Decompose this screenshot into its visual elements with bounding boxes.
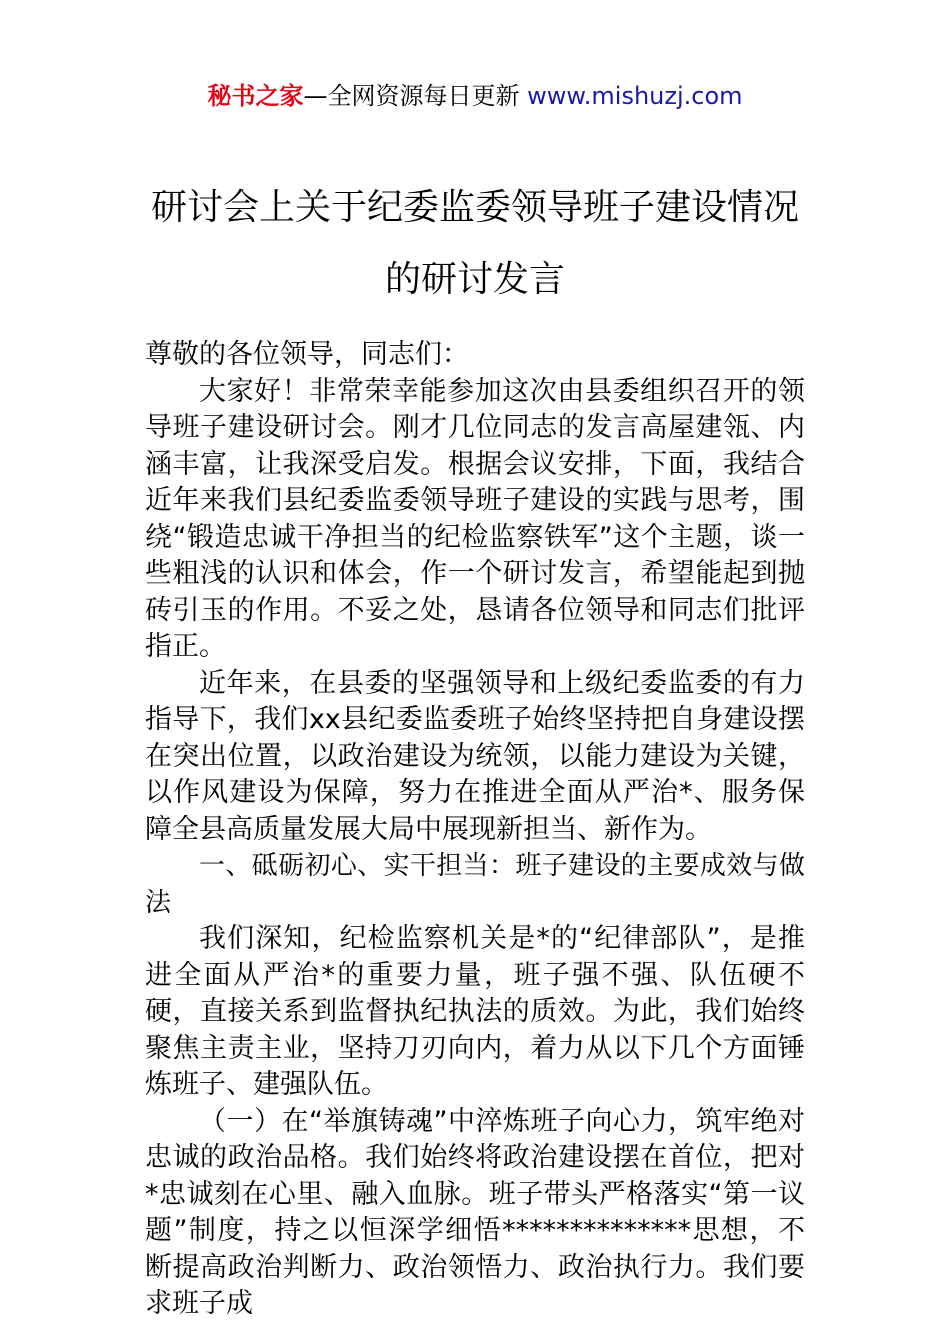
title-line-1: 研讨会上关于纪委监委领导班子建设情况 [150, 187, 799, 228]
paragraph-1: 大家好！非常荣幸能参加这次由县委组织召开的领导班子建设研讨会。刚才几位同志的发言高屋建瓴、内涵丰富，让我深受启发。根据会议安排，下面，我结合近年来我们县纪委监委领导班子建设的实践与思考，围绕“锻造忠诚干净担当的纪检监察铁军”这个主题，谈一些粗浅的认识和体会，作一个研讨发言，希望能起到抛砖引玉的作用。不妥之处，恳请各位领导和同志们批评指正。 [145, 375, 805, 662]
title-line-2: 的研讨发言 [384, 259, 565, 300]
salutation: 尊敬的各位领导，同志们： [145, 339, 469, 370]
paragraph-4: （一）在“举旗铸魂”中淬炼班子向心力，筑牢绝对忠诚的政治品格。我们始终将政治建设摆在首位，把对*忠诚刻在心里、融入血脉。班子带头严格落实“第一议题”制度，持之以恒深学细悟**************思想，不断提高政治判断力、政治领悟力、政治执行力。我们要求班子成 [145, 1105, 805, 1319]
header-tagline: —全网资源每日更新 [303, 82, 528, 110]
document-body [145, 337, 805, 1323]
brand-name: 秘书之家 [207, 82, 304, 110]
document-title [145, 172, 805, 316]
site-header [0, 80, 950, 112]
site-url[interactable]: www.mishuzj.com [527, 82, 743, 110]
paragraph-3: 我们深知，纪检监察机关是*的“纪律部队”，是推进全面从严治*的重要力量，班子强不强、队伍硬不硬，直接关系到监督执纪执法的质效。为此，我们始终聚焦主责主业，坚持刀刃向内，着力从以下几个方面锤炼班子、建强队伍。 [145, 923, 805, 1100]
paragraph-2: 近年来，在县委的坚强领导和上级纪委监委的有力指导下，我们xx县纪委监委班子始终坚持把自身建设摆在突出位置，以政治建设为统领，以能力建设为关键，以作风建设为保障，努力在推进全面从严治*、服务保障全县高质量发展大局中展现新担当、新作为。 [145, 667, 805, 845]
section-heading-1: 一、砥砺初心、实干担当：班子建设的主要成效与做法 [145, 851, 805, 918]
